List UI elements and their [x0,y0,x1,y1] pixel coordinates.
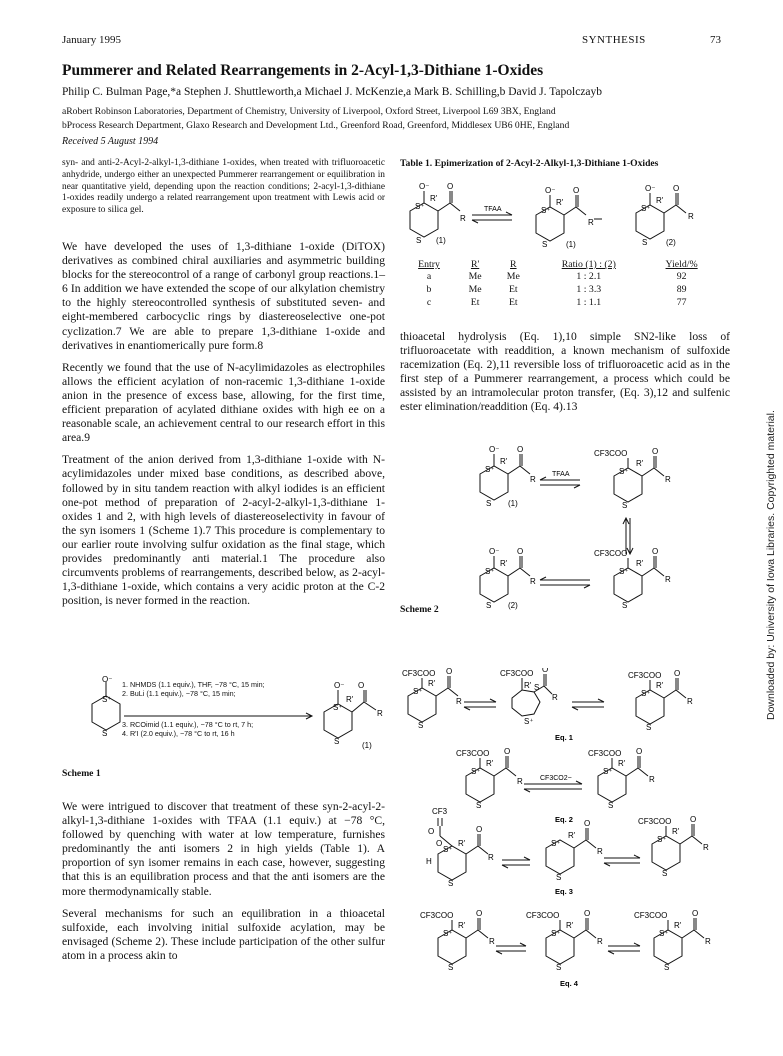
svg-text:S: S [622,501,628,510]
table-1-scheme [400,173,730,255]
table-cell: c [426,297,432,308]
svg-text:S⁺: S⁺ [485,465,495,474]
svg-text:R': R' [430,194,438,203]
paragraph-acylimidazoles: Recently we found that the use of N-acylimidazoles as electrophiles allows the efficient acylation of non-racemic 1,3-dithiane 1-oxide anion in the presence of excess base, allowing, for the first time, efficient preparation of acylated dithiane oxides with high ee on a reasonable scale, an achievement central to our research effort in this area.9 [62,360,385,445]
svg-text:R: R [665,575,671,584]
table-row [402,296,718,309]
svg-text:R: R [597,937,603,946]
svg-text:S⁺: S⁺ [551,839,561,848]
scheme-2-reagent: TFAA [552,471,570,478]
svg-text:S: S [416,236,422,245]
condition-4: 4. R'I (2.0 equiv.), −78 °C to rt, 16 h [122,729,235,738]
svg-text:S⁺: S⁺ [443,929,453,938]
svg-text:R': R' [568,831,576,840]
eq2-reagent: CF3CO2− [540,775,572,782]
table-1-reagent: TFAA [484,206,502,213]
svg-text:O⁻: O⁻ [545,186,556,195]
table-1-caption: Table 1. Epimerization of 2-Acyl-2-Alkyl-1,3-Dithiane 1-Oxides [400,158,659,169]
svg-text:R: R [705,937,711,946]
svg-text:S⁺: S⁺ [485,567,495,576]
svg-text:R': R' [618,759,626,768]
column-header: Ratio (1) : (2) [561,259,616,270]
paragraph-tfaa: We were intrigued to discover that treatment of these syn-2-acyl-2-alkyl-1,3-dithiane 1-oxides with TFAA (1.1 equiv.) at −78 °C, followed by quenching with water at low temperature, furnishes predominantly the anti isomers 2 in high yields (Table 1). A proportion of syn isomer remains in each case, however, suggesting that this is an equilibration process and that the anti isomers are the more thermodynamically stable. [62,800,385,898]
svg-text:O: O [692,909,699,918]
svg-text:O: O [652,547,659,556]
svg-text:R': R' [500,457,508,466]
table-cell: 1 : 1.1 [576,297,602,308]
svg-text:S⁺: S⁺ [413,687,423,696]
svg-text:R: R [665,475,671,484]
paragraph-mechanisms: Several mechanisms for such an equilibration in a thioacetal sulfoxide, each involving initial sulfoxide acylation, may be envisaged (Scheme 2). These include participation of the other sulfur atom in a process akin to [62,906,385,962]
scheme-2-group-bottom: CF3COO [594,549,628,558]
download-notice: Downloaded by: University of Iowa Libraries. Copyrighted material. [765,410,777,720]
eq2-label: Eq. 2 [555,815,573,824]
svg-text:S: S [542,240,548,249]
svg-text:R': R' [636,559,644,568]
svg-text:S: S [334,737,340,746]
scheme-1-conditions-top [122,680,265,698]
svg-text:S⁺: S⁺ [619,467,629,476]
svg-text:S⁺: S⁺ [524,717,534,726]
svg-text:O⁻: O⁻ [334,681,345,690]
svg-text:R': R' [346,695,354,704]
svg-text:O: O [446,668,453,676]
svg-text:S: S [418,721,424,730]
svg-text:R': R' [636,459,644,468]
abstract-text: syn- and anti-2-Acyl-2-alkyl-1,3-dithiane 1-oxides, when treated with trifluoroacetic anhydride, undergo either an unexpected Pummerer rearrangement or equilibration in near quantitative yield, depending upon the reaction conditions; 2-acyl-1,3-dithiane 1-oxides readily undergo a related rearrangement upon treatment with Lewis acid or exposure to silica gel. [62,158,385,216]
header-date: January 1995 [62,34,121,46]
svg-text:O: O [674,669,681,678]
table-cell: a [426,271,432,282]
svg-text:S: S [662,869,668,878]
svg-text:S: S [486,499,492,508]
header-journal: SYNTHESIS [582,34,646,46]
eq4-group-3: CF3COO [634,911,668,920]
eq2-group-2: CF3COO [588,749,622,758]
svg-text:O: O [358,681,365,690]
column-header: R' [470,259,480,270]
eq4-group-1: CF3COO [420,911,454,920]
table-cell: 89 [676,284,687,295]
svg-text:S: S [646,723,652,732]
scheme-2-label-2: (2) [508,601,518,610]
svg-text:R': R' [428,679,436,688]
article-title: Pummerer and Related Rearrangements in 2-Acyl-1,3-Dithiane 1-Oxides [62,62,544,79]
svg-text:R': R' [566,921,574,930]
svg-text:R: R [456,697,462,706]
table-cell: 1 : 3.3 [576,284,602,295]
left-column-body [62,240,385,608]
eq3-label: Eq. 3 [555,887,573,896]
table-1-data [402,259,718,309]
svg-text:S⁺: S⁺ [443,845,453,854]
svg-text:O: O [517,547,524,556]
svg-text:S⁺: S⁺ [657,835,667,844]
svg-text:R': R' [500,559,508,568]
table-cell: Me [468,284,482,295]
svg-text:R: R [703,843,709,852]
svg-text:R: R [687,697,693,706]
scheme-1-product-label: (1) [362,741,372,750]
svg-text:S: S [608,801,614,810]
scheme-2-structures [400,446,730,616]
eq2-group-1: CF3COO [456,749,490,758]
svg-text:R': R' [672,827,680,836]
svg-text:S: S [534,683,540,692]
svg-text:S: S [664,963,670,972]
equations [400,668,730,1012]
svg-text:O⁻: O⁻ [489,547,500,556]
svg-text:S: S [622,601,628,610]
svg-text:O: O [652,447,659,456]
svg-text:R': R' [656,196,664,205]
affiliation-a: aRobert Robinson Laboratories, Department of Chemistry, University of Liverpool, Oxford Street, Liverpool L69 3BX, England [62,106,556,117]
table-cell: Me [468,271,482,282]
svg-text:S: S [486,601,492,610]
header-page-number: 73 [710,34,721,46]
table-cell: Et [470,297,480,308]
table-1-label-a: (1) [436,236,446,245]
svg-text:O⁻: O⁻ [102,676,113,684]
svg-text:R': R' [556,198,564,207]
condition-2: 2. BuLi (1.1 equiv.), −78 °C, 15 min; [122,689,236,698]
eq1-label: Eq. 1 [555,733,573,742]
svg-text:O⁻: O⁻ [419,182,430,191]
svg-text:O: O [584,909,591,918]
svg-text:O: O [542,668,549,674]
svg-text:O: O [436,839,443,848]
scheme-2-label-1: (1) [508,499,518,508]
svg-text:O: O [447,182,454,191]
scheme-2 [400,446,730,626]
condition-3: 3. RCOimid (1.1 equiv.), −78 °C to rt, 7 h; [122,720,254,729]
svg-text:O⁻: O⁻ [645,184,656,193]
svg-text:O: O [476,909,483,918]
table-cell: b [426,284,432,295]
eq1-group-2: CF3COO [500,669,534,678]
svg-text:S: S [476,801,482,810]
svg-text:R': R' [524,681,532,690]
svg-text:R': R' [656,681,664,690]
table-1-label-c: (2) [666,238,676,247]
svg-text:O: O [636,747,643,756]
equation-structures [400,668,730,1012]
received-date: Received 5 August 1994 [62,136,159,147]
condition-1: 1. NHMDS (1.1 equiv.), THF, −78 °C, 15 min; [122,680,265,689]
table-1 [400,158,730,309]
svg-text:S⁺: S⁺ [659,929,669,938]
eq4-label: Eq. 4 [560,979,578,988]
table-row [402,283,718,296]
svg-text:R: R [552,693,558,702]
paragraph-intro: We have developed the uses of 1,3-dithiane 1-oxide (DiTOX) derivatives as combined chiral auxiliaries and asymmetric building blocks for the stereocontrol of a range of carbonyl group reactions.1–6 In addition we have extended the scope of our alkylation chemistry to the highly stereocontrolled synthesis of substituted seven- and eight-membered carbocyclic rings by diastereoselective one-pot cyclization.7 We are able to prepare 1,3-dithiane 1-oxide and derivatives in enantiomerically pure form.8 [62,240,385,352]
svg-text:R': R' [486,759,494,768]
column-header: Yield/% [665,259,698,270]
svg-text:R': R' [674,921,682,930]
svg-text:R: R [597,847,603,856]
svg-text:S⁺: S⁺ [471,767,481,776]
svg-text:R: R [489,937,495,946]
column-header: Entry [418,259,440,270]
affiliation-b: bProcess Research Department, Glaxo Research and Development Ltd., Greenford Road, Greenford, Middlesex UB6 0HE, England [62,120,570,131]
scheme-1-caption: Scheme 1 [62,768,101,779]
author-list: Philip C. Bulman Page,*a Stephen J. Shuttleworth,a Michael J. McKenzie,a Mark B. Schilling,b David J. Tapolczayb [62,86,603,98]
svg-text:O: O [673,184,680,193]
eq3-cf3: CF3 [432,807,448,816]
table-cell: Me [506,271,520,282]
right-column-body [400,330,730,415]
svg-text:S⁺: S⁺ [641,204,651,213]
svg-text:R': R' [458,839,466,848]
svg-text:O: O [504,747,511,756]
eq4-group-2: CF3COO [526,911,560,920]
table-row [402,270,718,283]
eq1-group-1: CF3COO [402,669,436,678]
scheme-2-group-top: CF3COO [594,449,628,458]
column-header: R [510,259,517,270]
svg-text:R: R [588,218,594,227]
paragraph-treatment: Treatment of the anion derived from 1,3-dithiane 1-oxide with N-acylimidazoles under mixed base conditions, as described above, followed by in situ tandem reaction with alkyl iodides is an efficient one-pot method of preparation of 2-acyl-2-alkyl-1,3-dithiane 1-oxides 1 and 2, with high levels of diastereoselectivity in favour of the syn isomers 1 (Scheme 1).7 This procedure is complementary to our earlier route involving sulfur oxidation as the final stage, which provides predominantly anti material.1 The procedure also circumvents problems of rearrangements, described below, as 2-acyl-1,3-dithiane 1-oxide, which contains a very acidic proton at the C-2 position, is never formed in the reaction. [62,453,385,608]
scheme-2-caption: Scheme 2 [400,604,439,615]
svg-text:S⁺: S⁺ [603,767,613,776]
svg-text:S⁺: S⁺ [619,567,629,576]
svg-text:S: S [448,963,454,972]
svg-text:R: R [460,214,466,223]
svg-text:R: R [488,853,494,862]
paragraph-equilibration-mechanisms: thioacetal hydrolysis (Eq. 1),10 simple SN2-like loss of trifluoroacetate with readdition, a known mechanism of sulfoxide racemization (Eq. 2),11 reversible loss of trifluoroacetic acid as in the first step of a Pummerer rearrangement, a process which could be assisted by an intramolecular proton transfer, (Eq. 3),12 and sulfenic ester elimination/readdition (Eq. 4).13 [400,330,730,414]
svg-text:S: S [556,963,562,972]
svg-text:R: R [530,577,536,586]
table-cell: 77 [676,297,687,308]
svg-text:O: O [690,815,697,824]
svg-text:S⁺: S⁺ [333,703,343,712]
svg-text:O: O [428,827,435,836]
svg-text:S⁺: S⁺ [551,929,561,938]
abstract [62,158,385,217]
svg-text:S⁺: S⁺ [641,689,651,698]
svg-text:S⁺: S⁺ [541,206,551,215]
left-column-body-2 [62,800,385,963]
table-header-row [402,259,718,270]
svg-text:O: O [584,819,591,828]
svg-text:R: R [530,475,536,484]
svg-text:O: O [517,446,524,454]
svg-text:O: O [476,825,483,834]
svg-text:S: S [102,729,108,738]
svg-text:R: R [688,212,694,221]
svg-text:R: R [517,777,523,786]
svg-text:R: R [649,775,655,784]
svg-text:S⁺: S⁺ [102,695,112,704]
svg-text:S: S [556,873,562,882]
svg-text:S⁺: S⁺ [415,202,425,211]
table-cell: 1 : 2.1 [576,271,602,282]
svg-text:O⁻: O⁻ [489,446,500,454]
scheme-1 [62,676,392,786]
table-1-label-b: (1) [566,240,576,249]
table-cell: Et [508,284,518,295]
svg-text:R: R [377,709,383,718]
svg-text:H: H [426,857,432,866]
svg-text:R': R' [458,921,466,930]
scheme-1-conditions-bottom [122,720,253,738]
svg-text:S: S [642,238,648,247]
svg-text:S: S [448,879,454,888]
table-cell: Et [508,297,518,308]
svg-text:O: O [573,186,580,195]
table-cell: 92 [676,271,687,282]
eq1-group-3: CF3COO [628,671,662,680]
eq3-group: CF3COO [638,817,672,826]
